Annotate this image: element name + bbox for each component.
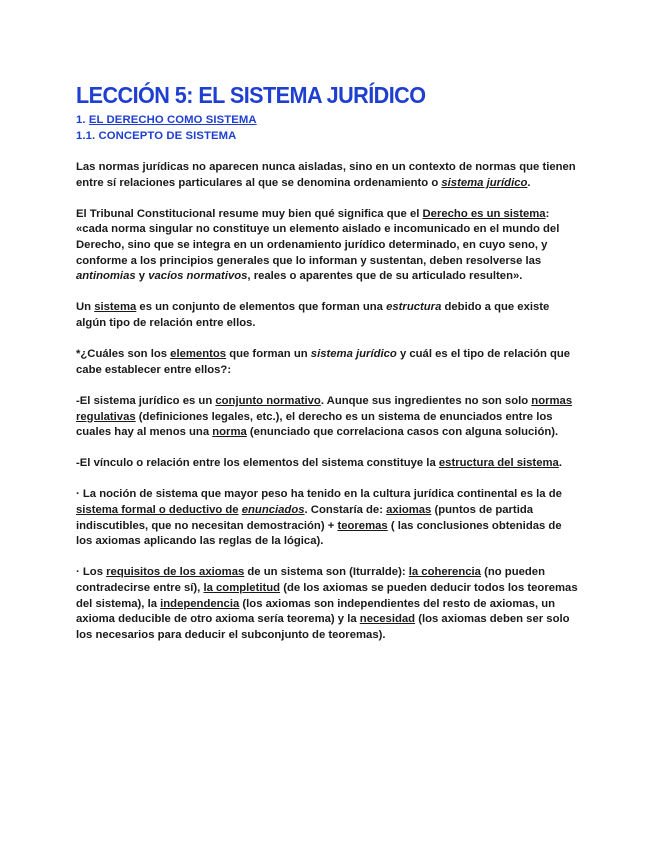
paragraph-4: [76, 347, 581, 378]
text: · La noción de sistema que mayor peso ha tenido en la cultura jurídica continental es la de: [76, 488, 562, 501]
text: de un sistema son (Iturralde):: [247, 566, 406, 579]
underlined-term: sistema formal o deductivo de: [76, 504, 239, 517]
lesson-title: LECCIÓN 5: EL SISTEMA JURÍDICO: [76, 82, 426, 108]
text: (puntos de partida indiscutibles, que no necesitan demostración) +: [76, 504, 534, 532]
underlined-term: norma: [212, 426, 247, 439]
text: que forman un: [229, 348, 308, 361]
paragraph-3: [76, 300, 581, 331]
text: debido a que existe algún tipo de relación entre ellos.: [76, 301, 550, 329]
underlined-term: axiomas: [386, 504, 432, 517]
text: y: [138, 270, 146, 283]
text: .: [527, 176, 531, 189]
paragraph-1: [76, 160, 581, 191]
subsection-heading: 1.1. CONCEPTO DE SISTEMA: [76, 130, 237, 142]
paragraph-2: [76, 207, 581, 285]
text: (definiciones legales, etc.), el derecho es un sistema de enunciados entre los cuales hay al menos una: [76, 410, 553, 439]
text: es un conjunto de elementos que forman una: [139, 301, 383, 314]
text: (de los axiomas se pueden deducir todos los teoremas del sistema), la: [76, 582, 578, 610]
text: (los axiomas son independientes del resto de axiomas, un axioma deducible de otro axioma sería teorema) y la: [76, 597, 556, 626]
text: y cuál es el tipo de relación que cabe establecer entre ellos?:: [76, 348, 571, 376]
paragraph-5: [76, 394, 581, 441]
emphasis-term: enunciados: [241, 504, 305, 517]
text: (no pueden contradecirse entre sí),: [76, 566, 545, 595]
paragraph-8: [76, 565, 581, 643]
underlined-term: la completitud: [203, 582, 281, 595]
text: .: [558, 457, 562, 470]
emphasis-term: estructura: [386, 301, 442, 314]
text: (enunciado que correlaciona casos con alguna solución).: [249, 426, 559, 439]
text: (los axiomas deben ser solo los necesarios para deducir el subconjunto de teoremas).: [76, 613, 570, 641]
underlined-term: conjunto normativo: [215, 394, 321, 407]
document-body: [76, 160, 581, 659]
text: Las normas jurídicas no aparecen nunca aisladas, sino en un contexto de normas que tienen entre sí relaciones particulares al que se denomina ordenamiento o: [76, 161, 576, 189]
text: ( las conclusiones obtenidas de los axiomas aplicando las reglas de la lógica).: [76, 519, 562, 548]
section-link[interactable]: EL DERECHO COMO SISTEMA: [88, 114, 257, 126]
text: , reales o aparentes que de su articulado resulten».: [247, 270, 523, 283]
text: -El vínculo o relación entre los elementos del sistema constituye la: [76, 457, 436, 470]
underlined-term: estructura del sistema: [438, 457, 559, 470]
text: · Los: [76, 566, 103, 579]
underlined-term: teoremas: [337, 519, 388, 532]
text: . Constaría de:: [304, 504, 383, 517]
text: Un: [76, 301, 92, 314]
paragraph-7: [76, 487, 581, 549]
paragraph-6: [76, 456, 581, 472]
emphasis-term: sistema jurídico: [310, 348, 397, 361]
section-number: 1.: [76, 114, 86, 126]
underlined-term: Derecho es un sistema: [422, 207, 546, 220]
text: *¿Cuáles son los: [76, 348, 168, 361]
underlined-term: la coherencia: [408, 566, 481, 579]
underlined-term: elementos: [170, 348, 227, 361]
underlined-term: requisitos de los axiomas: [106, 566, 245, 579]
text: -El sistema jurídico es un: [76, 394, 213, 407]
emphasis-term: antinomias: [76, 270, 136, 283]
text: : «cada norma singular no constituye un elemento aislado e incomunicado en el mundo del Derecho, sino que se integra en un ordenamiento jurídico determinado, en cuyo seno, y conforme a los principios generales que lo informan y sustentan, deben resolverse las: [76, 207, 560, 267]
emphasis-term: sistema jurídico: [441, 176, 528, 189]
underlined-term: independencia: [160, 597, 240, 610]
emphasis-term: vacíos normativos: [148, 270, 248, 283]
underlined-term: normas regulativas: [76, 394, 573, 423]
section-heading: [76, 113, 257, 128]
text: . Aunque sus ingredientes no son solo: [320, 394, 529, 407]
text: El Tribunal Constitucional resume muy bien qué significa que el: [76, 207, 420, 220]
underlined-term: necesidad: [359, 613, 416, 626]
underlined-term: sistema: [94, 301, 137, 314]
